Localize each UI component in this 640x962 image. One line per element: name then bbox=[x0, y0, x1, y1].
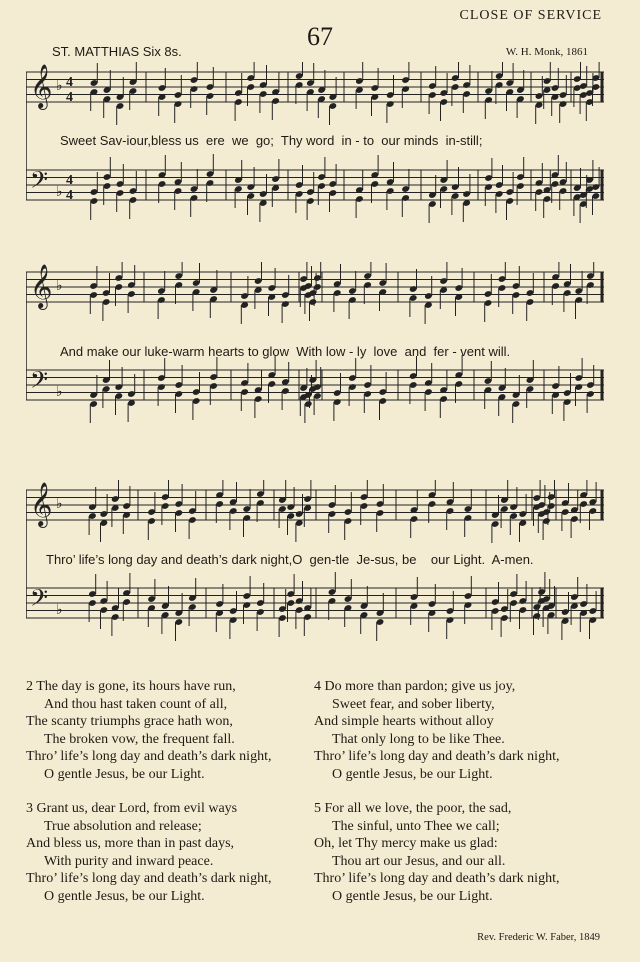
bass-clef-icon: 𝄢 bbox=[30, 166, 49, 199]
bass-staff bbox=[26, 355, 604, 423]
time-sig-icon: 4 bbox=[66, 90, 73, 105]
bass-staff bbox=[26, 572, 604, 641]
bass-staff bbox=[26, 154, 604, 223]
treble-staff bbox=[26, 62, 604, 125]
section-title: CLOSE OF SERVICE bbox=[459, 8, 602, 23]
time-sig-icon: 4 bbox=[66, 188, 73, 203]
bass-clef-icon: 𝄢 bbox=[30, 366, 49, 399]
treble-clef-icon: 𝄞 bbox=[30, 482, 53, 526]
flat-icon: ♭ bbox=[56, 497, 63, 512]
verse-5: 5 For all we love, the poor, the sad, The sinful, unto Thee we call; Oh, let Thy mercy make us glad: Thou art our Jesus, and our all. Thro’ life’s long day and death’s dark night, O gentle Jesus, be our Light. bbox=[314, 801, 560, 904]
tune-name: ST. MATTHIAS Six 8s. bbox=[52, 44, 182, 59]
flat-icon: ♭ bbox=[56, 385, 63, 400]
author-credit: Rev. Frederic W. Faber, 1849 bbox=[477, 932, 600, 943]
flat-icon: ♭ bbox=[56, 279, 63, 294]
composer: W. H. Monk, 1861 bbox=[505, 46, 588, 58]
treble-staff bbox=[26, 262, 604, 324]
lyrics-line-1: Sweet Sav-iour,bless us ere we go; Thy word in - to our minds in-still; bbox=[60, 133, 483, 148]
time-sig-icon: 4 bbox=[66, 173, 73, 188]
lyrics-line-2: And make our luke-warm hearts to glow With low - ly love and fer - vent will. bbox=[60, 344, 511, 359]
verse-2: 2 The day is gone, its hours have run, And thou hast taken count of all, The scanty triumphs grace hath won, The broken vow, the frequent fall. Thro’ life’s long day and death’s dark night, O gentle Jesus, be our Light. bbox=[26, 679, 272, 782]
treble-clef-icon: 𝄞 bbox=[30, 64, 53, 108]
time-sig-icon: 4 bbox=[66, 75, 73, 90]
flat-icon: ♭ bbox=[56, 79, 63, 94]
hymn-number: 67 bbox=[307, 22, 333, 51]
flat-icon: ♭ bbox=[56, 185, 63, 200]
flat-icon: ♭ bbox=[56, 603, 63, 618]
treble-clef-icon: 𝄞 bbox=[30, 264, 53, 308]
lyrics-line-3: Thro’ life’s long day and death’s dark night,O gen-tle Je-sus, be our Light. A-men. bbox=[46, 552, 534, 567]
bass-clef-icon: 𝄢 bbox=[30, 584, 49, 617]
verse-3: 3 Grant us, dear Lord, from evil ways True absolution and release; And bless us, more than in past days, With purity and inward peace. Thro’ life’s long day and death’s dark night, O gentle Jesus, be our Light. bbox=[26, 801, 272, 904]
treble-staff bbox=[26, 480, 604, 543]
verse-4: 4 Do more than pardon; give us joy, Sweet fear, and sober liberty, And simple hearts without alloy That only long to be like Thee. Thro’ life’s long day and death’s dark night, O gentle Jesus, be our Light. bbox=[314, 679, 560, 782]
